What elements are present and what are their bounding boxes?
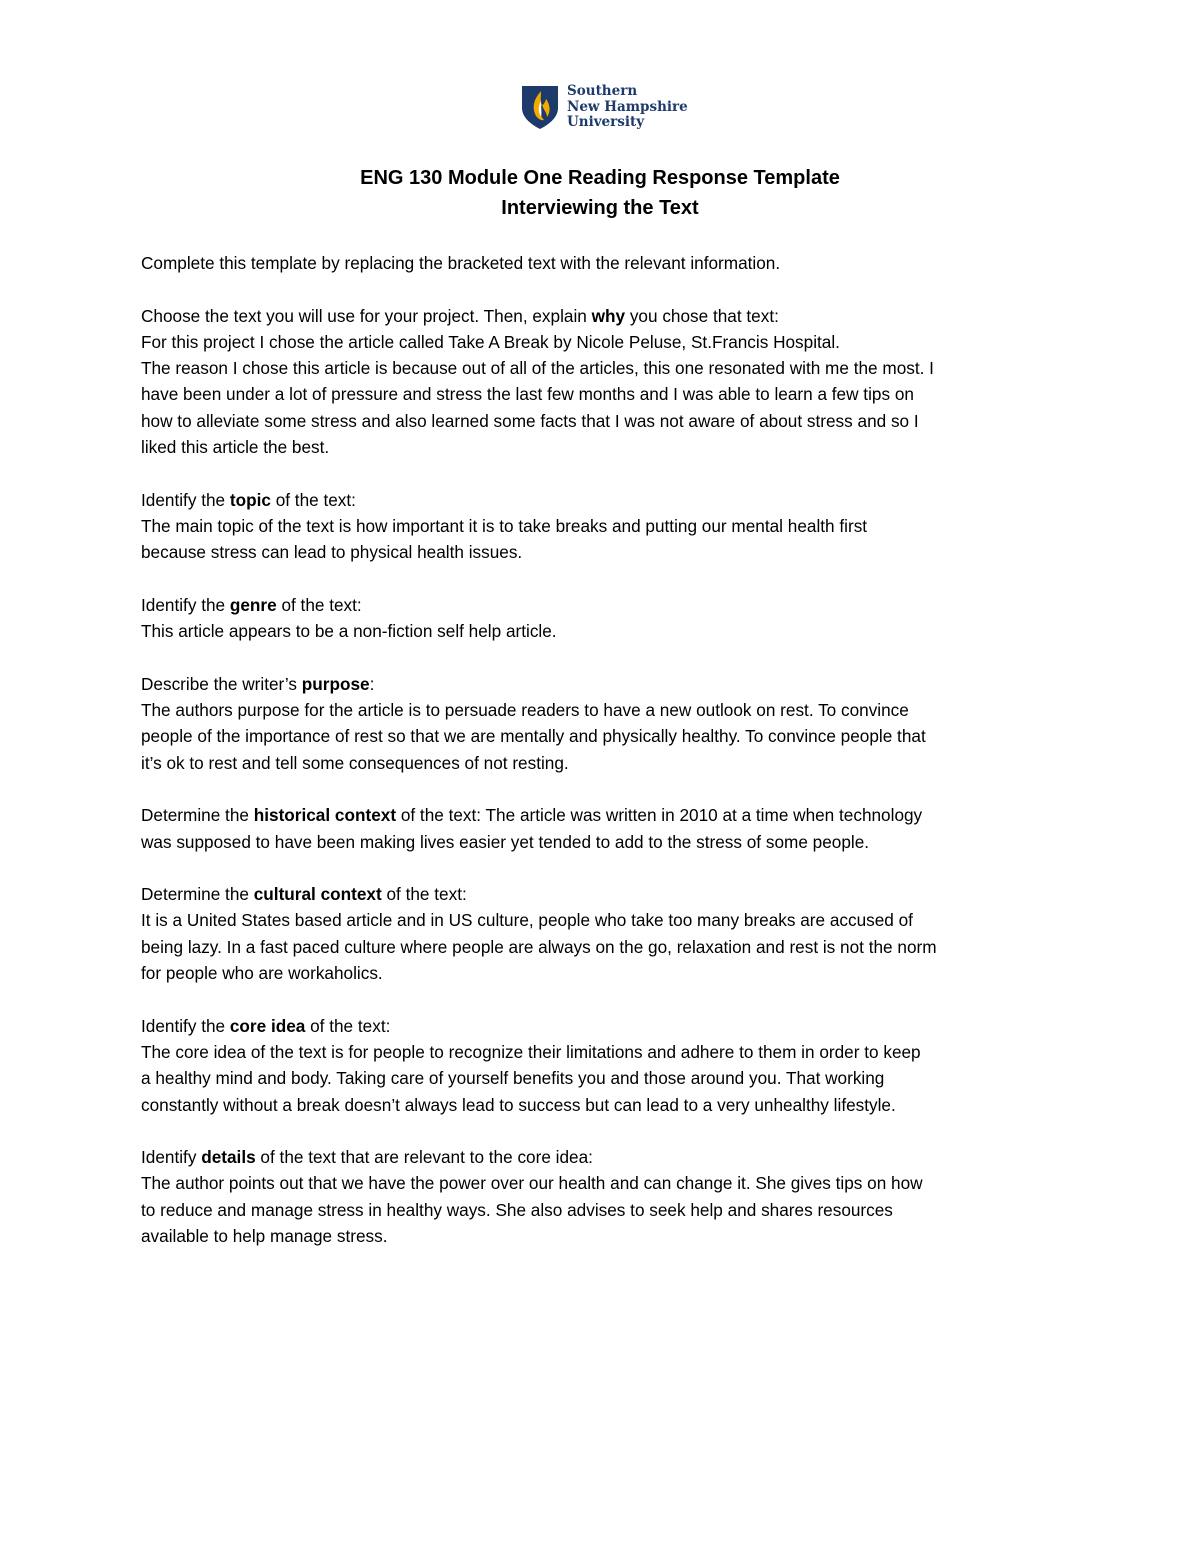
answer-line: available to help manage stress. [141,1225,388,1246]
section-prompt [141,487,1071,513]
document-body [141,250,1071,1276]
section-purpose [141,671,1071,776]
answer-line: being lazy. In a fast paced culture where people are always on the go, relaxation and rest is not the norm [141,936,937,957]
answer-line: have been under a lot of pressure and stress the last few months and I was able to learn a few tips on [141,384,914,405]
prompt-keyword: cultural context [253,884,382,905]
prompt-text: Choose the text you will use for your project. Then, explain [141,305,592,326]
prompt-text: of the text that are relevant to the core idea: [255,1147,593,1168]
answer-line: The author points out that we have the power over our health and can change it. She gives tips on how [141,1173,923,1194]
section-details [141,1144,1071,1249]
instructions-paragraph [141,250,1071,276]
answer-line: people of the importance of rest so that we are mentally and physically healthy. To convince people that [141,726,926,747]
section-core-idea [141,1013,1071,1118]
prompt-keyword: historical context [253,805,397,826]
answer-line: constantly without a break doesn’t always lead to success but can lead to a very unhealthy lifestyle. [141,1094,896,1115]
prompt-text: of the text: [270,489,356,510]
section-prompt [141,303,1071,329]
prompt-keyword: purpose [301,673,370,694]
prompt-text: of the text: [396,805,486,826]
prompt-text: of the text: [381,884,467,905]
answer-line: a healthy mind and body. Taking care of yourself benefits you and those around you. That working [141,1068,885,1089]
prompt-keyword: topic [229,489,271,510]
answer-line: because stress can lead to physical health issues. [141,542,523,563]
prompt-text: of the text: [305,1015,391,1036]
answer-line: It is a United States based article and in US culture, people who take too many breaks are accused of [141,910,913,931]
prompt-text: Identify [141,1147,202,1168]
prompt-text: you chose that text: [625,305,779,326]
university-logo [520,84,690,132]
answer-line: For this project I chose the article called Take A Break by Nicole Peluse, St.Francis Hospital. [141,331,840,352]
answer-line: This article appears to be a non-fiction self help article. [141,621,557,642]
prompt-text: Describe the writer’s [141,673,302,694]
prompt-keyword: details [201,1147,256,1168]
wordmark-line-1: Southern [567,83,638,99]
wordmark-line-2: New Hampshire [567,98,688,115]
prompt-keyword: core idea [229,1015,306,1036]
answer-line: for people who are workaholics. [141,963,383,984]
answer-line: how to alleviate some stress and also learned some facts that I was not aware of about stress and so I [141,410,919,431]
section-prompt [141,592,1071,618]
document-subtitle: Interviewing the Text [501,197,699,219]
section-genre [141,592,1071,645]
section-prompt [141,881,1071,907]
document-title: ENG 130 Module One Reading Response Template [360,167,840,189]
answer-inline: The article was written in 2010 at a time when technology [485,805,923,826]
answer-line: The core idea of the text is for people to recognize their limitations and adhere to them in order to keep [141,1041,921,1062]
answer-line: was supposed to have been making lives easier yet tended to add to the stress of some people. [141,831,870,852]
answer-line: The reason I chose this article is because out of all of the articles, this one resonated with me the most. I [141,358,934,379]
wordmark-line-3: University [567,114,645,130]
prompt-keyword: genre [229,594,277,615]
instructions-text: Complete this template by replacing the bracketed text with the relevant information. [141,253,781,273]
section-prompt [141,1013,1071,1039]
prompt-text: Identify the [141,489,230,510]
section-historical-context [141,802,1071,855]
prompt-text: of the text: [276,594,362,615]
section-prompt [141,802,1071,828]
answer-line: liked this article the best. [141,437,330,458]
answer-line: to reduce and manage stress in healthy ways. She also advises to seek help and shares resources [141,1199,893,1220]
prompt-text: Identify the [141,1015,230,1036]
section-topic [141,487,1071,566]
section-cultural-context [141,881,1071,986]
answer-line: The main topic of the text is how important it is to take breaks and putting our mental health first [141,515,868,536]
university-wordmark [567,84,688,131]
prompt-text: Identify the [141,594,230,615]
prompt-text: : [369,673,375,694]
shield-flame-icon [520,84,560,130]
prompt-keyword: why [591,305,626,326]
answer-line: The authors purpose for the article is to persuade readers to have a new outlook on rest. To convince [141,700,909,721]
section-prompt [141,671,1071,697]
answer-line: it’s ok to rest and tell some consequences of not resting. [141,752,569,773]
section-prompt [141,1144,1071,1170]
section-choose [141,303,1071,461]
prompt-text: Determine the [141,884,254,905]
prompt-text: Determine the [141,805,254,826]
